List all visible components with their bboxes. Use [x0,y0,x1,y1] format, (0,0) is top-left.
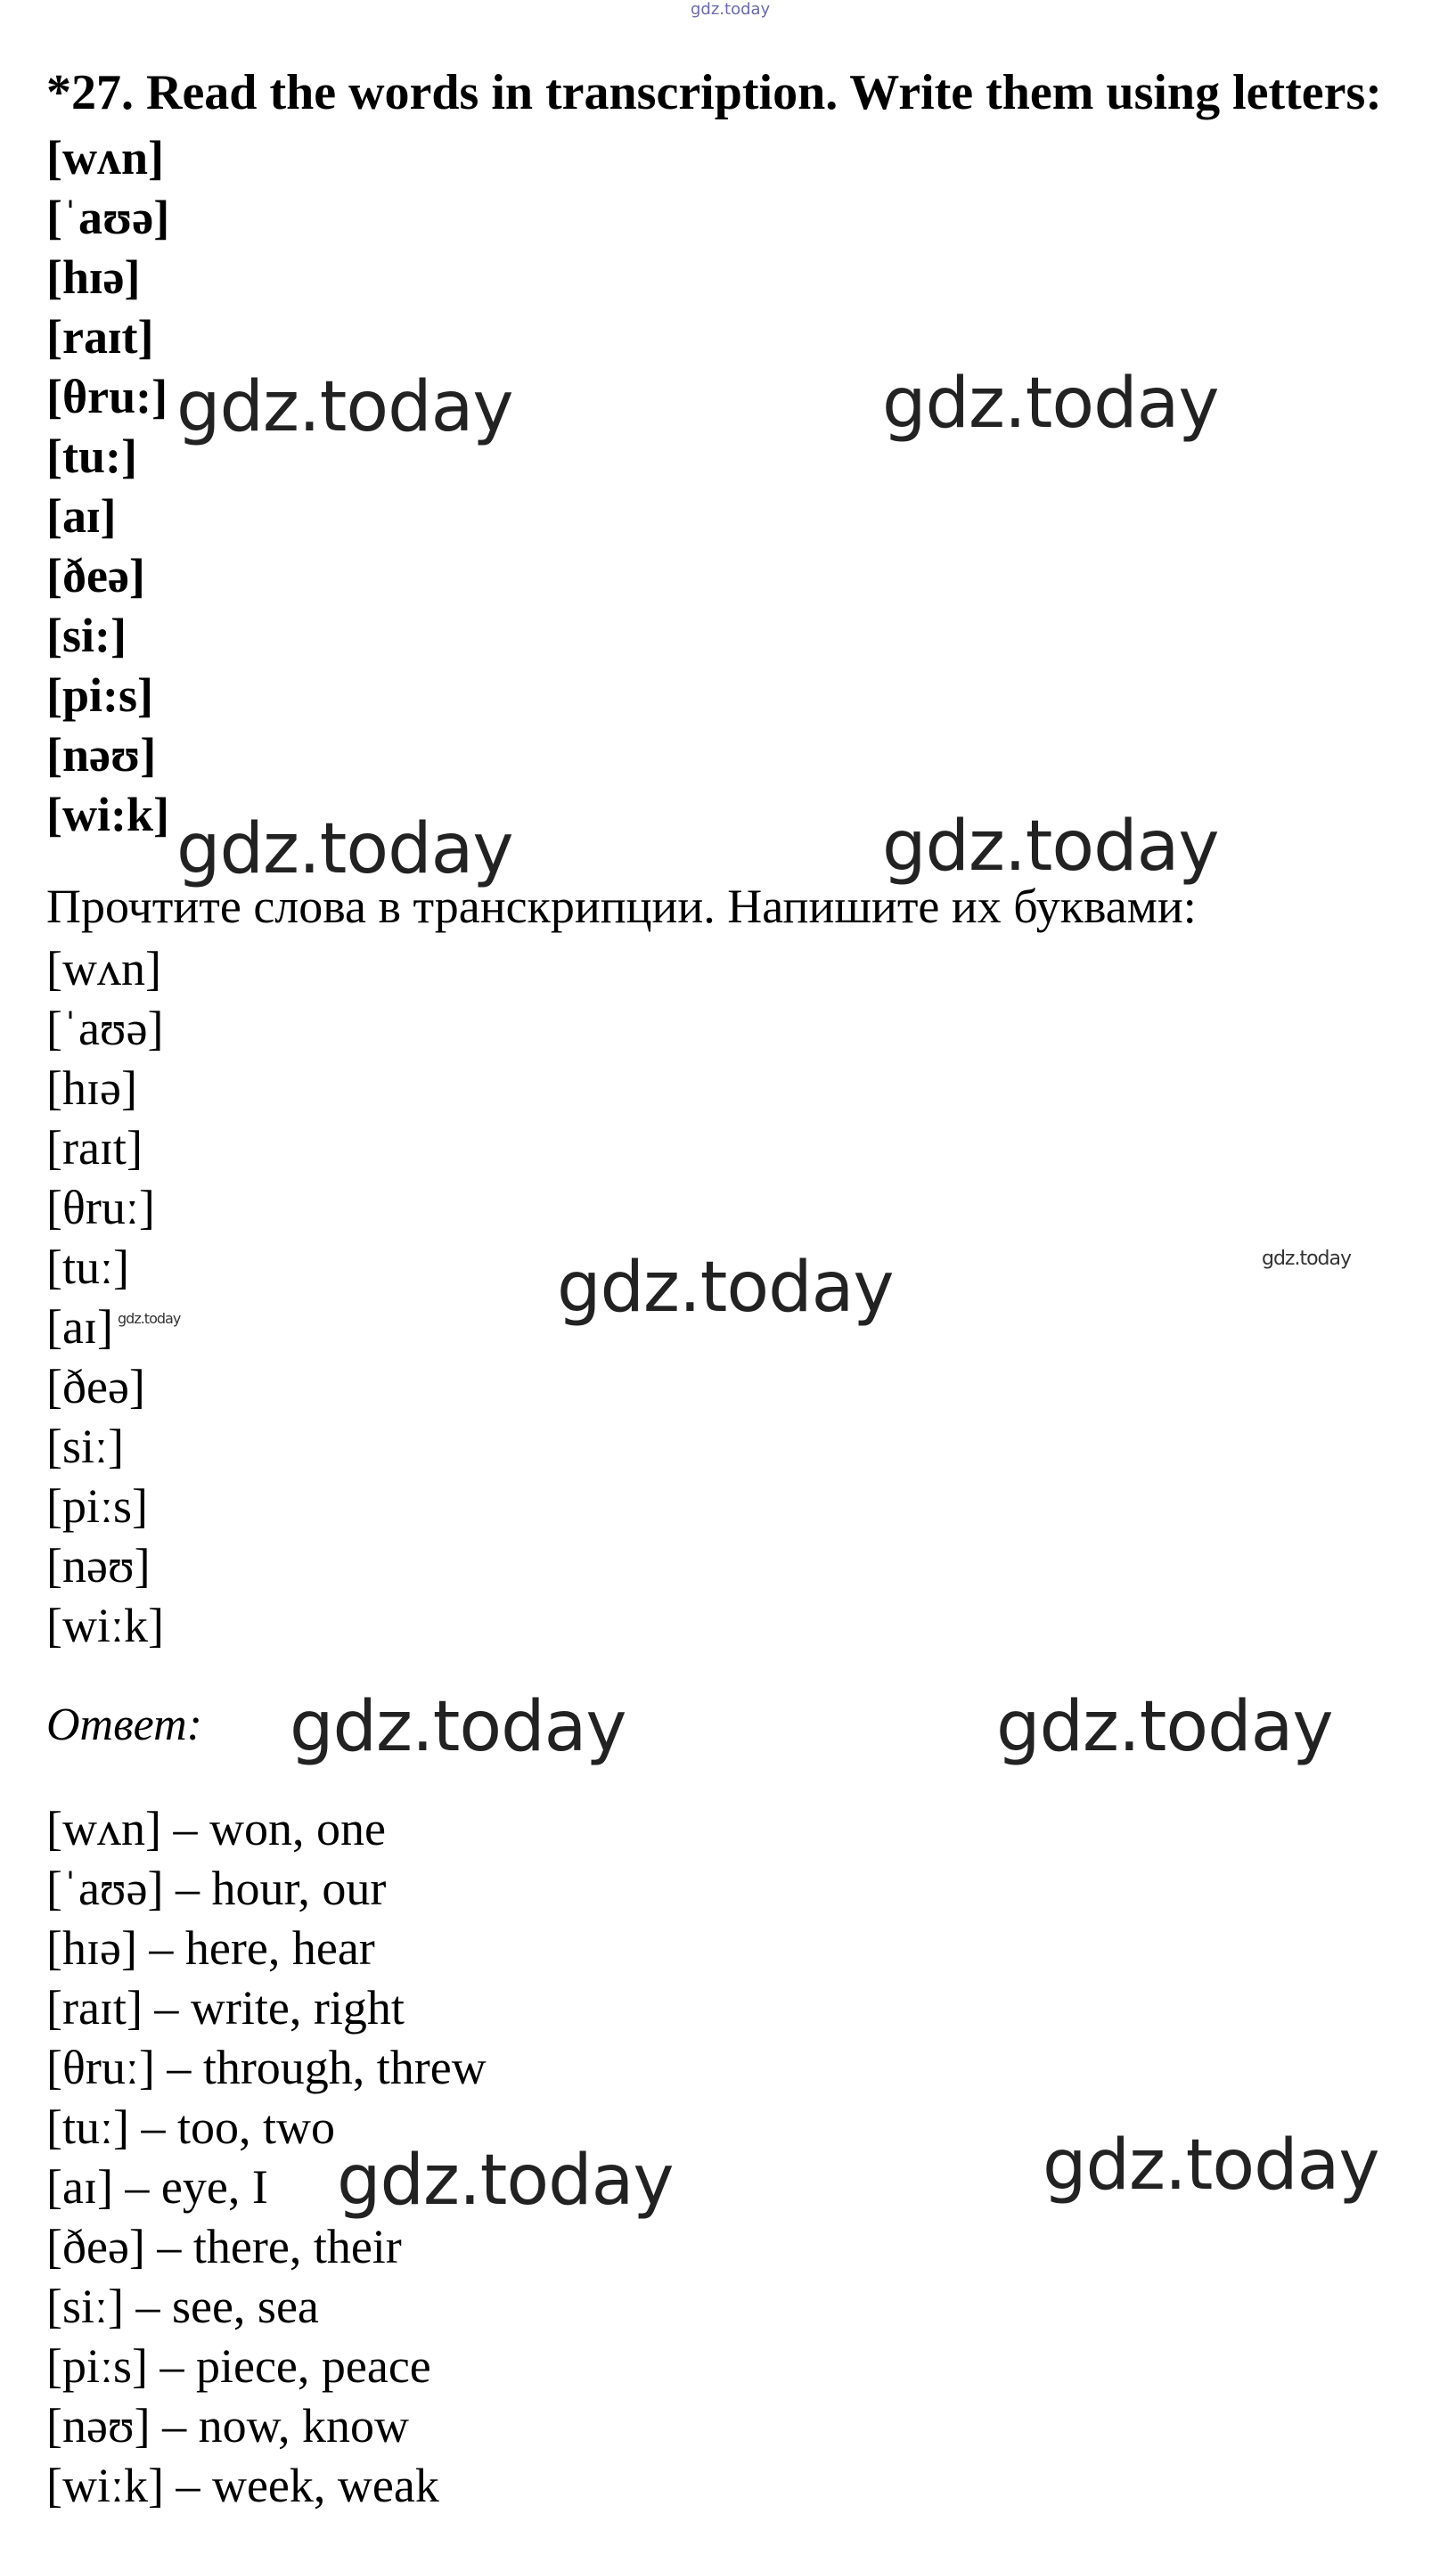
bold-transcription-item: [θru:] [46,370,168,423]
watermark: gdz.today [1262,1248,1352,1270]
answer-item: [piːs] – piece, peace [46,2339,431,2393]
answer-item: [hɪə] – here, hear [46,1921,375,1975]
russian-instruction: Прочтите слова в транскрипции. Напишите их буквами: [46,880,1197,933]
watermark: gdz.today [996,1687,1333,1767]
plain-transcription-item: [ðeə] [46,1360,145,1413]
bold-transcription-item: [aɪ] [46,489,117,543]
watermark: gdz.today [1043,2125,1379,2206]
top-watermark: gdz.today [691,0,771,19]
exercise-title: *27. Read the words in transcription. Write them using letters: [46,65,1382,120]
watermark: gdz.today [290,1687,626,1767]
plain-transcription-item: [siː] [46,1420,124,1473]
plain-transcription-item: [tuː] [46,1241,129,1294]
bold-transcription-item: [ˈaʊə] [46,191,170,244]
answer-item: [raɪt] – write, right [46,1981,405,2035]
plain-transcription-item: [hɪə] [46,1061,137,1115]
watermark: gdz.today [882,364,1219,444]
answer-item: [tuː] – too, two [46,2100,335,2154]
answer-item: [wiːk] – week, weak [46,2459,439,2512]
answer-item: [siː] – see, sea [46,2280,319,2333]
bold-transcription-item: [ðeə] [46,549,145,602]
watermark: gdz.today [337,2141,674,2221]
bold-transcription-item: [raɪt] [46,310,154,364]
plain-transcription-item: [raɪt] [46,1121,143,1175]
bold-transcription-item: [tu:] [46,430,137,483]
bold-transcription-item: [pi:s] [46,668,153,722]
bold-transcription-item: [wi:k] [46,788,169,841]
answer-item: [wʌn] – won, one [46,1802,386,1855]
plain-transcription-item: [θruː] [46,1181,155,1234]
plain-transcription-item: [wʌn] [46,942,161,995]
plain-transcription-item: [ˈaʊə] [46,1002,164,1055]
bold-transcription-item: [wʌn] [46,131,164,184]
watermark: gdz.today [882,807,1219,887]
plain-transcription-item: [wiːk] [46,1599,164,1652]
watermark: gdz.today [176,367,513,447]
plain-transcription-item: [piːs] [46,1479,148,1533]
bold-transcription-item: [si:] [46,609,127,662]
answer-item: [nəʊ] – now, know [46,2399,410,2452]
bold-transcription-item: [nəʊ] [46,728,157,782]
plain-transcription-item: [nəʊ] [46,1539,151,1593]
watermark: gdz.today [176,809,513,889]
bold-transcription-item: [hɪə] [46,250,141,304]
plain-transcription-item: [aɪ] [46,1300,113,1354]
watermark: gdz.today [557,1248,894,1328]
answer-item: [θruː] – through, threw [46,2041,487,2094]
answer-label: Ответ: [46,1699,202,1750]
answer-item: [ˈaʊə] – hour, our [46,1862,387,1915]
answer-item: [ðeə] – there, their [46,2220,402,2273]
watermark: gdz.today [118,1310,181,1327]
answer-item: [aɪ] – eye, I [46,2160,268,2214]
